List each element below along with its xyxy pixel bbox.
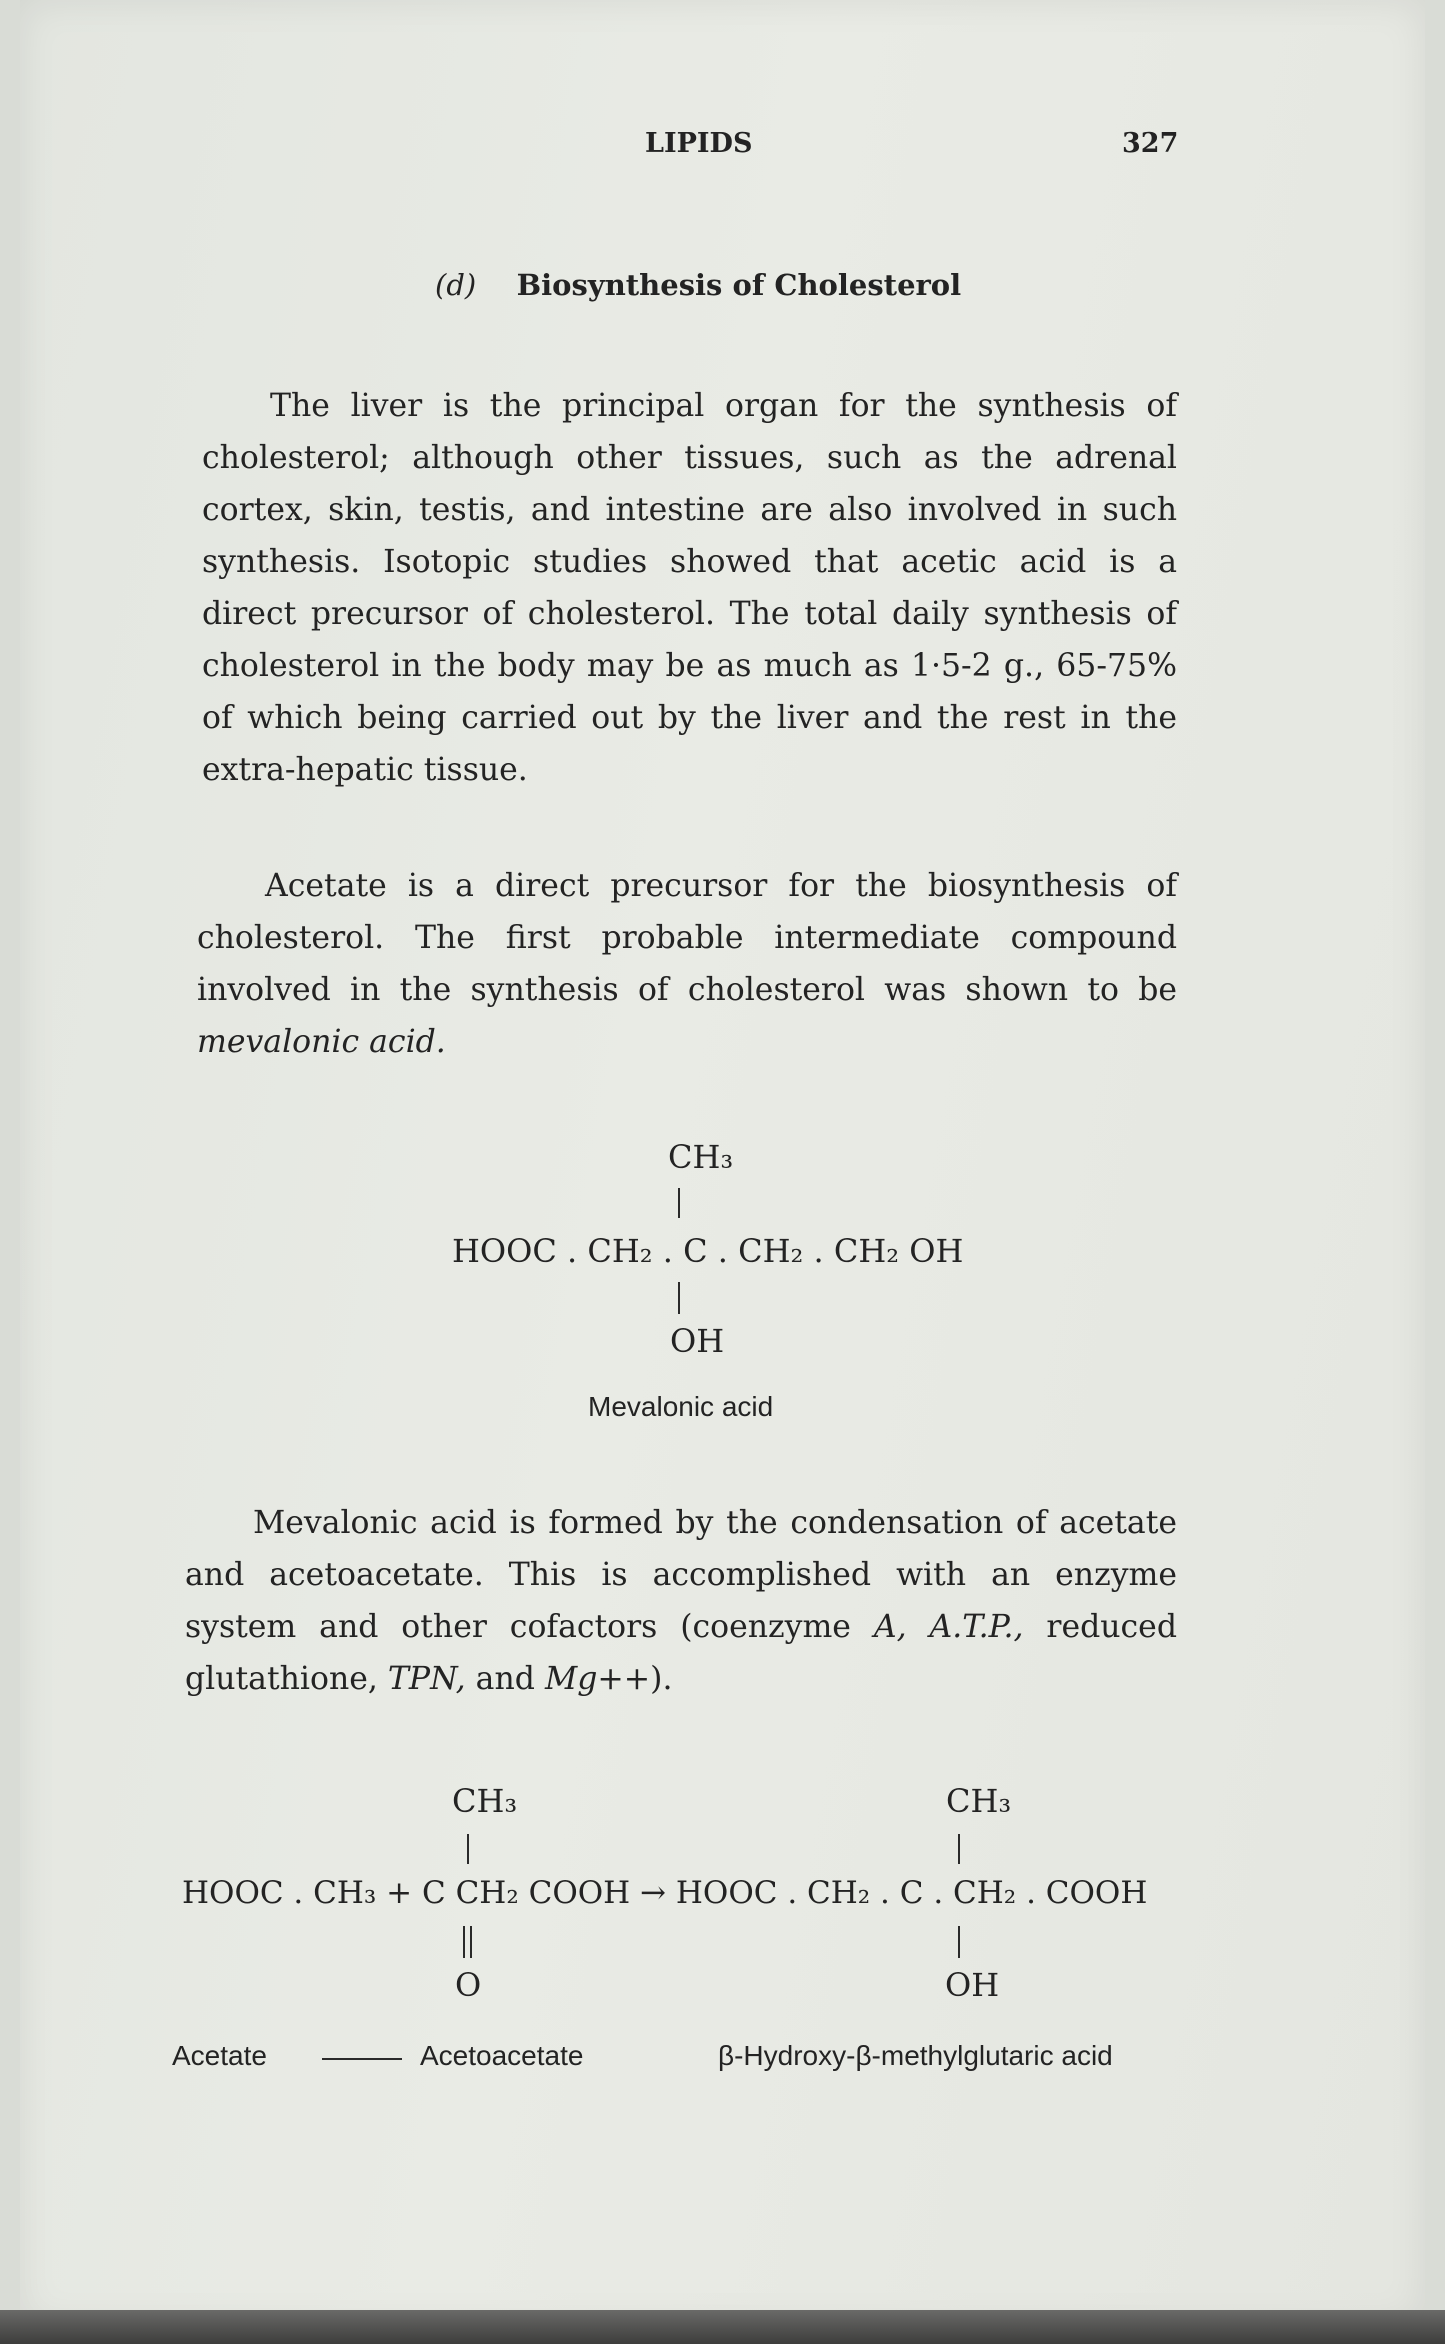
page-bottom-edge xyxy=(0,2310,1445,2344)
formula1-top-group: CH₃ xyxy=(668,1138,734,1176)
section-heading: Biosynthesis of Cholesterol xyxy=(516,268,962,302)
formula2-left-top-bond xyxy=(467,1834,469,1864)
formula2-main: HOOC . CH₃ + C CH₂ COOH → HOOC . CH₂ . C . CH₂ . COOH xyxy=(182,1875,1148,1911)
formula2-double-bond-a xyxy=(463,1926,465,1958)
formula2-top-left-group: CH₃ xyxy=(452,1782,518,1820)
section-title xyxy=(435,268,961,302)
paragraph-2 xyxy=(197,860,1177,1068)
formula2-right-bottom-bond xyxy=(958,1926,960,1958)
section-label: (d) xyxy=(435,268,477,302)
caption-acetate: Acetate xyxy=(172,2040,267,2071)
caption-acetoacetate: Acetoacetate xyxy=(420,2040,584,2071)
formula1-main: HOOC . CH₂ . C . CH₂ . CH₂ OH xyxy=(452,1232,964,1270)
paragraph-2-text: Acetate is a direct precursor for the biosynthesis of cholesterol. The first probable intermediate compound involved in the synthesis of cholesterol was shown to be xyxy=(197,868,1177,1008)
caption-product: β-Hydroxy-β-methylglutaric acid xyxy=(718,2040,1113,2071)
paragraph-3-and: and xyxy=(465,1661,545,1697)
paragraph-3-end: ). xyxy=(650,1661,673,1697)
paragraph-3-text: Mevalonic acid is formed by the condensation of acetate and acetoacetate. This is accomplished with an enzyme system and other cofactors (coenzyme xyxy=(185,1505,1177,1645)
formula1-bottom-bond xyxy=(678,1282,680,1314)
paragraph-2-emphasis: mevalonic acid. xyxy=(197,1024,446,1060)
paragraph-3-mg: Mg++ xyxy=(544,1661,651,1697)
paragraph-3-cofactors: A, A.T.P., xyxy=(873,1609,1024,1645)
caption-arrow-line xyxy=(322,2058,402,2060)
paragraph-1 xyxy=(202,380,1177,796)
formula1-bottom-group: OH xyxy=(670,1322,725,1360)
formula1-caption: Mevalonic acid xyxy=(588,1391,774,1422)
formula2-bottom-right-group: OH xyxy=(945,1966,1000,2004)
paragraph-3 xyxy=(185,1497,1177,1705)
formula2-bottom-left-group: O xyxy=(455,1966,482,2004)
formula2-right-top-bond xyxy=(958,1834,960,1864)
page-number: 327 xyxy=(1122,128,1179,159)
running-title: LIPIDS xyxy=(645,128,753,159)
paragraph-3-text-mid: reduced glutathione, xyxy=(185,1609,1177,1697)
paragraph-1-text: The liver is the principal organ for the synthesis of cholesterol; although other tissues, such as the adrenal cortex, skin, testis, and intestine are also involved in such synthesis. Isotopic studies showed that acetic acid is a direct precursor of cholesterol. The total daily synthesis of cholesterol in the body may be as much as 1·5-2 g., 65-75% of which being carried out by the liver and the rest in the extra-hepatic tissue. xyxy=(202,388,1177,788)
formula2-top-right-group: CH₃ xyxy=(946,1782,1012,1820)
paragraph-3-tpn: TPN, xyxy=(387,1661,466,1697)
formula1-top-bond xyxy=(678,1188,680,1218)
formula2-double-bond-b xyxy=(470,1926,472,1958)
